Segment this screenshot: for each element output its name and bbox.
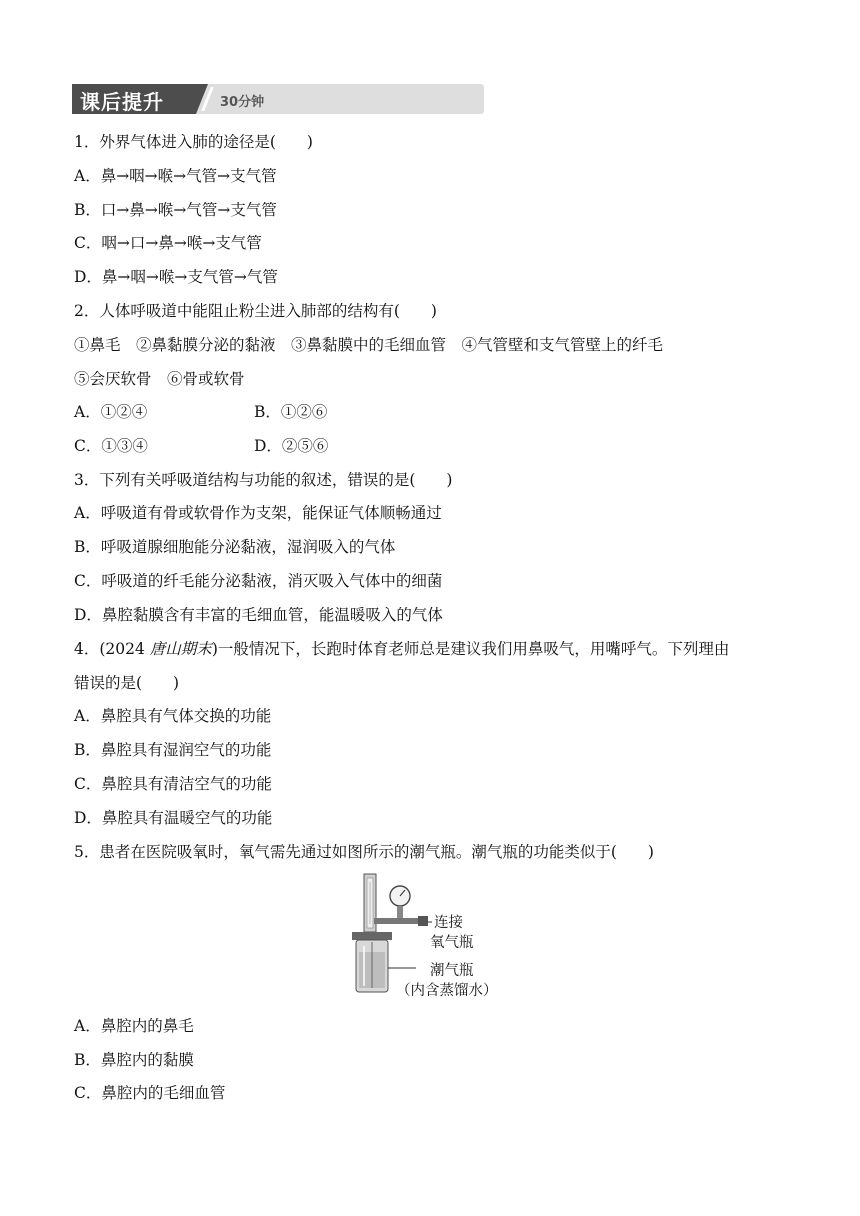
label-contains-distilled-water: （内含蒸馏水） xyxy=(396,983,498,999)
q1-option-c: C．咽→口→鼻→喉→支气管 xyxy=(74,234,262,252)
label-connect: 连接 xyxy=(434,915,463,931)
q3-option-b: B．呼吸道腺细胞能分泌黏液，湿润吸入的气体 xyxy=(74,538,396,556)
q4-option-a: A．鼻腔具有气体交换的功能 xyxy=(74,707,272,725)
section-banner xyxy=(72,84,484,114)
q2-option-b: B．①②⑥ xyxy=(254,403,328,421)
q1-option-a: A．鼻→咽→喉→气管→支气管 xyxy=(74,167,277,185)
label-humidifier-bottle: 潮气瓶 xyxy=(430,963,474,979)
q5-option-a: A．鼻腔内的鼻毛 xyxy=(74,1017,194,1035)
q3-option-c: C．呼吸道的纤毛能分泌黏液，消灭吸入气体中的细菌 xyxy=(74,572,443,590)
question-5-stem: 5．患者在医院吸氧时，氧气需先通过如图所示的潮气瓶。潮气瓶的功能类似于( ) xyxy=(74,843,654,861)
q3-option-d: D．鼻腔黏膜含有丰富的毛细血管，能温暖吸入的气体 xyxy=(74,606,443,624)
question-2-stem: 2．人体呼吸道中能阻止粉尘进入肺部的结构有( ) xyxy=(74,302,437,320)
q4-number: 4．(2024 xyxy=(74,640,150,658)
q1-option-d: D．鼻→咽→喉→支气管→气管 xyxy=(74,268,278,286)
banner-title: 课后提升 xyxy=(80,90,164,114)
label-oxygen-cylinder: 氧气瓶 xyxy=(430,935,474,951)
banner-time: 30分钟 xyxy=(220,95,265,110)
q5-option-c: C．鼻腔内的毛细血管 xyxy=(74,1084,226,1102)
question-4-stem xyxy=(74,639,729,659)
q1-option-b: B．口→鼻→喉→气管→支气管 xyxy=(74,201,277,219)
q2-option-d: D．②⑤⑥ xyxy=(254,437,329,455)
q4-stem-text: )一般情况下，长跑时体育老师总是建议我们用鼻吸气，用嘴呼气。下列理由 xyxy=(211,640,730,658)
q4-option-b: B．鼻腔具有湿润空气的功能 xyxy=(74,741,272,759)
q5-option-b: B．鼻腔内的黏膜 xyxy=(74,1051,194,1069)
humidifier-figure xyxy=(344,872,534,1000)
question-1-stem: 1．外界气体进入肺的途径是( ) xyxy=(74,133,313,151)
question-3-stem: 3．下列有关呼吸道结构与功能的叙述，错误的是( ) xyxy=(74,471,453,489)
q4-option-d: D．鼻腔具有温暖空气的功能 xyxy=(74,809,273,827)
q4-option-c: C．鼻腔具有清洁空气的功能 xyxy=(74,775,272,793)
q2-option-a: A．①②④ xyxy=(74,403,148,421)
q2-items-line-2: ⑤会厌软骨 ⑥骨或软骨 xyxy=(74,370,245,388)
q2-items-line-1: ①鼻毛 ②鼻黏膜分泌的黏液 ③鼻黏膜中的毛细血管 ④气管壁和支气管壁上的纤毛 xyxy=(74,336,664,354)
q2-option-c: C．①③④ xyxy=(74,437,148,455)
q3-option-a: A．呼吸道有骨或软骨作为支架，能保证气体顺畅通过 xyxy=(74,504,442,522)
q4-source: 唐山期末 xyxy=(149,640,212,658)
question-4-stem-line-2: 错误的是( ) xyxy=(74,674,180,692)
